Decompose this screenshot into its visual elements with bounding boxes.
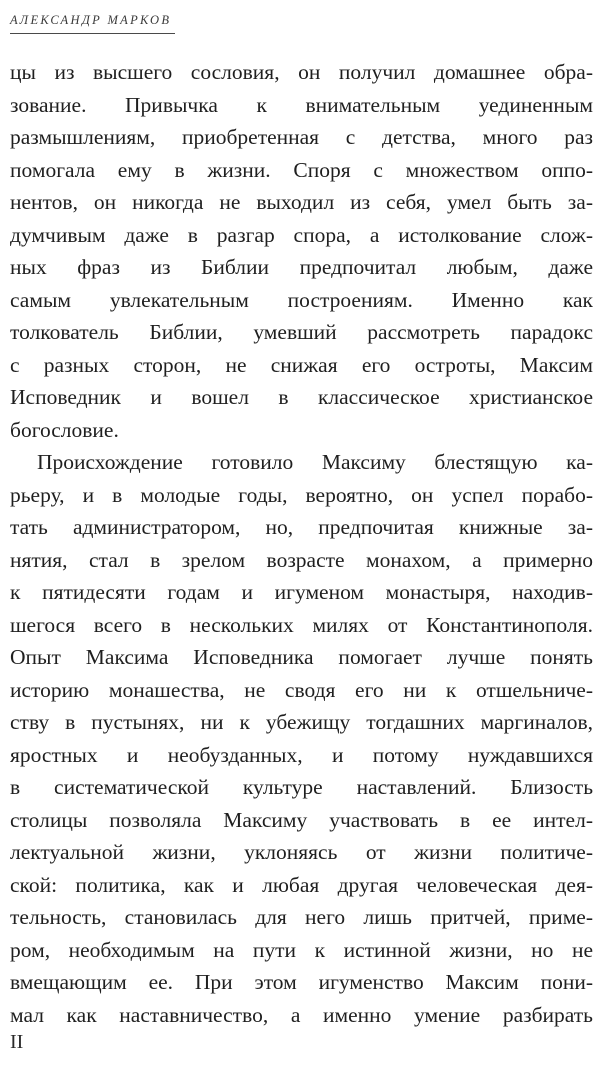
text-line: лектуальной жизни, уклоняясь от жизни политиче- xyxy=(10,840,593,864)
text-line: самым увлекательным построениям. Именно как xyxy=(10,287,593,312)
text-line: шегося всего в нескольких милях от Константинополя. xyxy=(10,612,593,637)
text-line: помогала ему в жизни. Споря с множеством оппо- xyxy=(10,157,593,182)
text-line: Опыт Максима Исповедника помогает лучше понять xyxy=(10,645,593,669)
text-line: ром, необходимым на пути к истинной жизни, но не xyxy=(10,937,593,962)
text-line: Исповедник и вошел в классическое христианское xyxy=(10,385,593,409)
page-number: II xyxy=(10,1031,24,1053)
text-line: яростных и необузданных, и потому нуждавшихся xyxy=(10,742,593,767)
text-line: к пятидесяти годам и игуменом монастыря, находив- xyxy=(10,580,593,604)
text-line: тельность, становилась для него лишь притчей, приме- xyxy=(10,905,593,929)
text-line: зование. Привычка к внимательным уединенным xyxy=(10,92,593,117)
text-line: нентов, он никогда не выходил из себя, умел быть за- xyxy=(10,190,593,214)
text-line: Происхождение готовило Максиму блестящую ка- xyxy=(37,450,593,474)
text-line: мал как наставничество, а именно умение разбирать xyxy=(10,1002,593,1027)
text-line: цы из высшего сословия, он получил домашнее обра- xyxy=(10,60,593,84)
text-line: ных фраз из Библии предпочитал любым, даже xyxy=(10,255,593,279)
text-line: тать администратором, но, предпочитая книжные за- xyxy=(10,515,593,539)
text-line: ству в пустынях, ни к убежищу тогдашних маргиналов, xyxy=(10,710,593,734)
text-line: историю монашества, не сводя его ни к отшельниче- xyxy=(10,677,593,702)
text-line: с разных сторон, не снижая его остроты, Максим xyxy=(10,352,593,377)
text-line: богословие. xyxy=(10,417,119,442)
body-text xyxy=(10,56,593,1031)
running-head-author: АЛЕКСАНДР МАРКОВ xyxy=(10,13,175,34)
text-line: ской: политика, как и любая другая человеческая дея- xyxy=(10,872,593,897)
text-line: рьеру, и в молодые годы, вероятно, он успел порабо- xyxy=(10,482,593,507)
text-line: столицы позволяла Максиму участвовать в ее интел- xyxy=(10,807,593,832)
text-line: думчивым даже в разгар спора, а истолкование слож- xyxy=(10,222,593,247)
text-line: в систематической культуре наставлений. Близость xyxy=(10,775,593,799)
text-line: вмещающим ее. При этом игуменство Максим пони- xyxy=(10,970,593,994)
text-line: толкователь Библии, умевший рассмотреть парадокс xyxy=(10,320,593,344)
text-line: нятия, стал в зрелом возрасте монахом, а примерно xyxy=(10,547,593,572)
text-line: размышлениям, приобретенная с детства, много раз xyxy=(10,125,593,149)
